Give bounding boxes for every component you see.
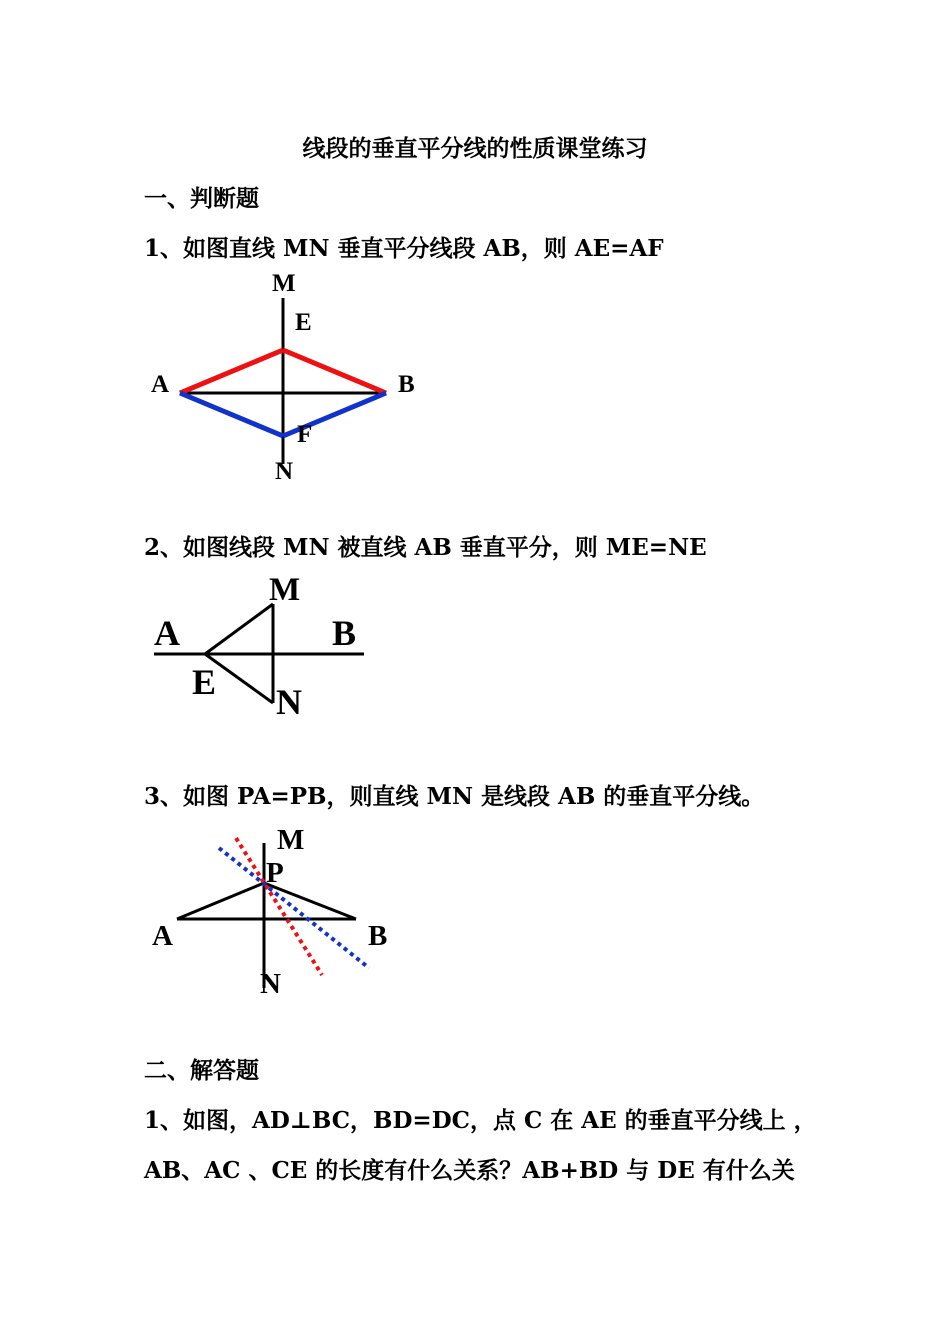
figure-2-diagram — [140, 565, 380, 725]
label-b: B — [332, 613, 357, 653]
label-p: P — [266, 857, 284, 889]
segment-eb — [283, 350, 386, 393]
question-2-text: 2、如图线段 MN 被直线 AB 垂直平分，则 ME=NE — [144, 534, 707, 561]
label-m: M — [277, 824, 305, 856]
label-b: B — [398, 371, 415, 398]
label-a: A — [152, 920, 173, 952]
label-a: A — [151, 371, 170, 398]
blue-dotted-line — [219, 848, 369, 968]
section-heading-judgement: 一、判断题 — [144, 185, 259, 212]
question-4-line-2: AB、AC 、CE 的长度有什么关系？AB+BD 与 DE 有什么关 — [144, 1157, 795, 1184]
label-f: F — [297, 421, 313, 448]
segment-em — [205, 604, 273, 654]
label-a: A — [154, 613, 180, 653]
label-e: E — [192, 662, 217, 702]
segment-ae — [180, 350, 283, 393]
label-n: N — [275, 458, 294, 485]
label-b: B — [368, 920, 388, 952]
figure-1-diagram — [140, 262, 440, 492]
label-n: N — [260, 968, 281, 1000]
question-3-text: 3、如图 PA=PB，则直线 MN 是线段 AB 的垂直平分线。 — [144, 783, 765, 810]
question-4-line-1: 1、如图，AD⊥BC，BD=DC，点 C 在 AE 的垂直平分线上 ， — [144, 1107, 817, 1134]
label-m: M — [272, 270, 296, 297]
label-n: N — [276, 682, 302, 722]
label-m: M — [269, 572, 301, 608]
label-e: E — [295, 309, 312, 336]
segment-af — [180, 393, 283, 436]
segment-pa — [177, 883, 264, 919]
page-title: 线段的垂直平分线的性质课堂练习 — [302, 135, 648, 162]
figure-3-diagram — [140, 820, 400, 1000]
question-1-text: 1、如图直线 MN 垂直平分线段 AB，则 AE=AF — [144, 235, 664, 262]
section-heading-answer: 二、解答题 — [144, 1057, 259, 1084]
